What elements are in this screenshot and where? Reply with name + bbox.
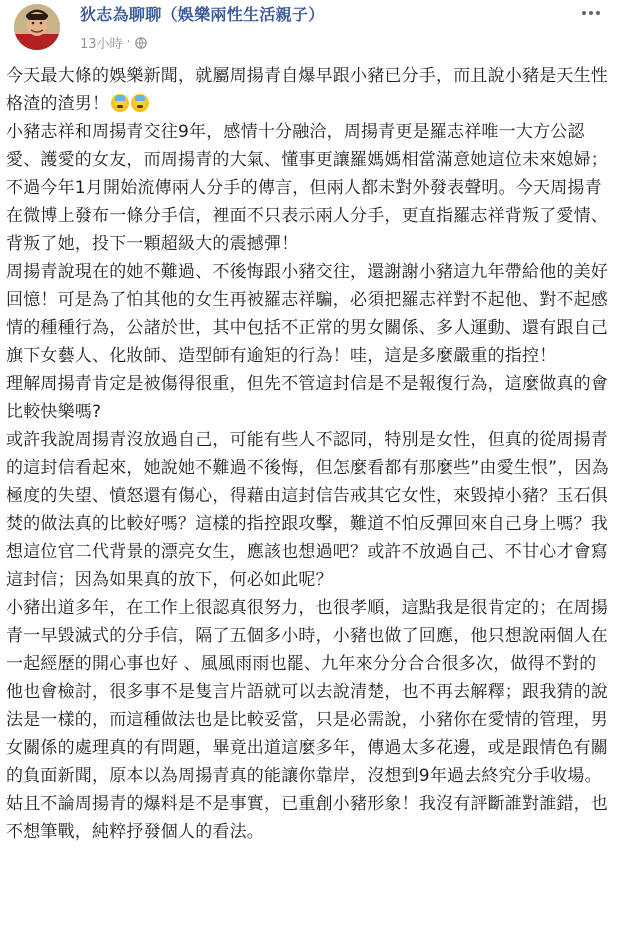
paragraph-7: 姑且不論周揚青的爆料是不是事實，已重創小豬形象！我沒有評斷誰對誰錯，也不想筆戰，純粹抒發個人的看法。: [6, 794, 608, 842]
paragraph-1: [6, 62, 612, 118]
paragraph-2: 小豬志祥和周揚青交往9年，感情十分融洽，周揚青更是羅志祥唯一大方公認愛、護愛的女友，而周揚青的大氣、懂事更讓羅媽媽相當滿意她這位未來媳婦；不過今年1月開始流傳兩人分手的傳言，但兩人都未對外發表聲明。今天周揚青在微博上發布一條分手信，裡面不只表示兩人分手，更直指羅志祥背叛了愛情、背叛了她，投下一顆超級大的震撼彈！: [6, 122, 608, 254]
globe-icon[interactable]: [135, 37, 147, 49]
post-body: [6, 62, 612, 846]
fearful-face-emoji: [131, 94, 149, 112]
paragraph-5: 或許我說周揚青沒放過自己，可能有些人不認同，特別是女性，但真的從周揚青的這封信看起來，她說她不難過不後悔，但怎麼看都有那麼些”由愛生恨”，因為極度的失望、憤怒還有傷心，得藉由這封信告戒其它女性，來毀掉小豬？玉石俱焚的做法真的比較好嗎？這樣的指控跟攻擊，難道不怕反彈回來自己身上嗎？我想這位官二代背景的漂亮女生，應該也想過吧？或許不放過自己、不甘心才會寫這封信；因為如果真的放下，何必如此呢？: [6, 430, 609, 590]
paragraph-4: 理解周揚青肯定是被傷得很重，但先不管這封信是不是報復行為，這麼做真的會比較快樂嗎?: [6, 374, 608, 422]
menu-dot: [596, 11, 600, 15]
more-options-icon[interactable]: [578, 6, 604, 20]
avatar-photo: [14, 4, 60, 50]
post-time[interactable]: 13小時: [80, 37, 123, 52]
post-meta: [80, 33, 147, 52]
paragraph-3: 周揚青說現在的她不難過、不後悔跟小豬交往，還謝謝小豬這九年帶給他的美好回憶！可是為了怕其他的女生再被羅志祥騙，必須把羅志祥對不起他、對不起感情的種種行為，公諸於世，其中包括不正常的男女關係、多人運動、還有跟自己旗下女藝人、化妝師、造型師有逾矩的行為！哇，這是多麼嚴重的指控！: [6, 262, 608, 366]
paragraph-1-text: 今天最大條的娛樂新聞，就屬周揚青自爆早跟小豬已分手，而且說小豬是天生性格渣的渣男！: [6, 66, 608, 114]
avatar[interactable]: [14, 4, 60, 50]
author-name[interactable]: 狄志為聊聊（娛樂兩性生活親子）: [80, 5, 325, 24]
fearful-face-emoji: [111, 94, 129, 112]
paragraph-6: 小豬出道多年，在工作上很認真很努力，也很孝順，這點我是很肯定的；在周揚青一早毀滅式的分手信，隔了五個多小時，小豬也做了回應，他只想說兩個人在一起經歷的開心事也好 、風風雨雨也罷、九年來分分合合很多次，做得不對的他也會檢討，很多事不是隻言片語就可以去說清楚，也不再去解釋；跟我猜的說法是一樣的，而這種做法也是比較妥當，只是必需說，小豬你在愛情的管理，男女關係的處理真的有問題，畢竟出道這麼多年，傳過太多花邊，或是跟情色有關的負面新聞，原本以為周揚青真的能讓你靠岸，沒想到9年過去終究分手收場。: [6, 598, 608, 786]
menu-dot: [582, 11, 586, 15]
menu-dot: [589, 11, 593, 15]
meta-separator: ·: [126, 35, 131, 50]
